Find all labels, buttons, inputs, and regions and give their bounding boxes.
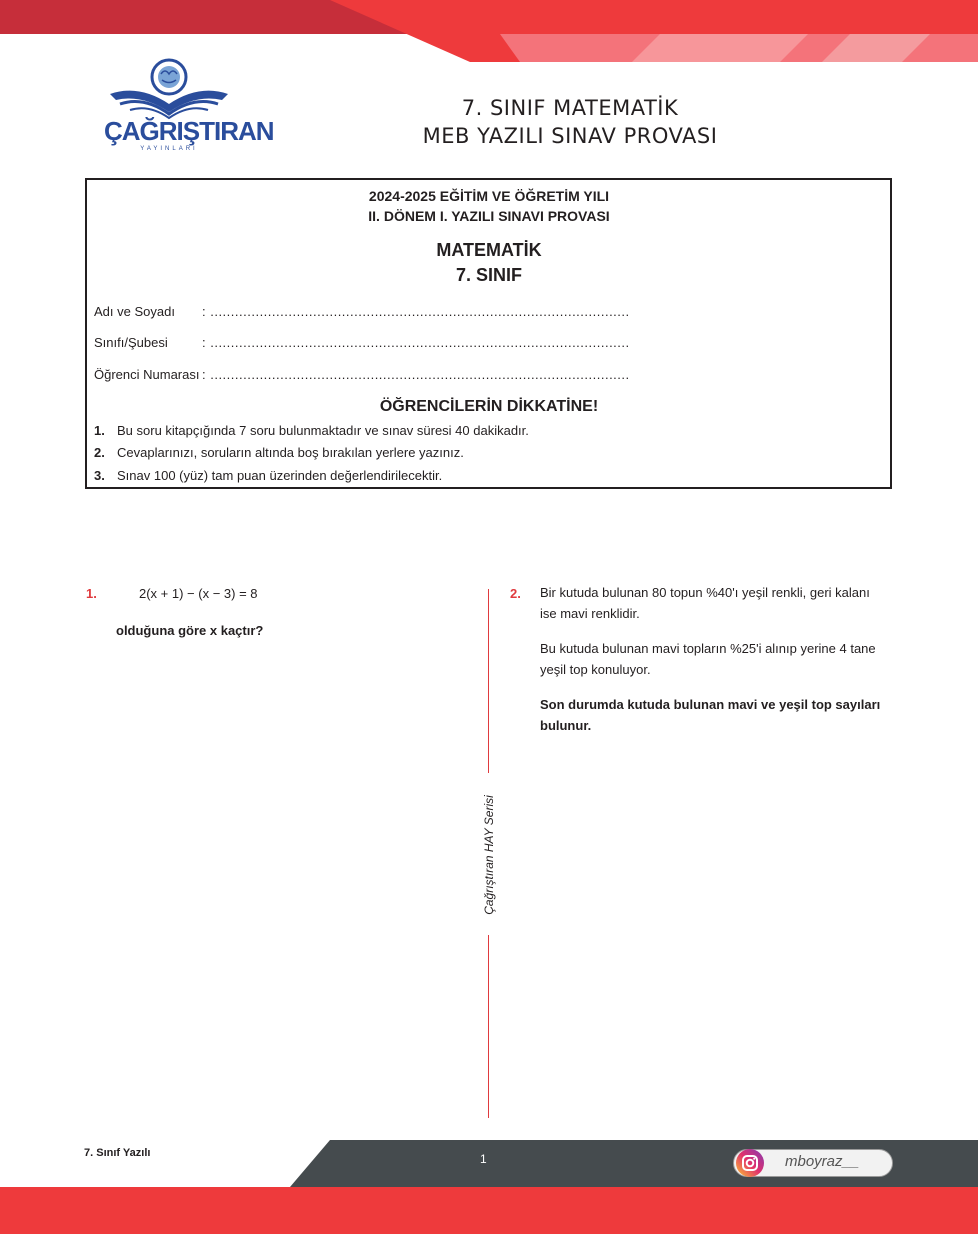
footer-white-wedge [0, 1140, 330, 1187]
question-2-text-line: Bu kutuda bulunan mavi topların %25'i alınıp yerine 4 tane [540, 641, 876, 656]
logo-wordmark: ÇAĞRIŞTIRAN [104, 116, 274, 146]
exam-subject: MATEMATİK [436, 240, 542, 260]
header-title-line1: 7. SINIF MATEMATİK [461, 96, 679, 120]
student-number-field[interactable]: : ...................................................................................................... [202, 367, 630, 382]
header-title-line2: MEB YAZILI SINAV PROVASI [422, 124, 718, 148]
notice-title: ÖĞRENCİLERİN DİKKATİNE! [379, 398, 599, 415]
exam-year: 2024-2025 EĞİTİM VE ÖĞRETİM YILI [368, 188, 610, 204]
question-2-text-line: yeşil top konuluyor. [540, 662, 651, 677]
divider-series-label [472, 790, 506, 920]
top-band-stripes [330, 0, 978, 62]
exam-grade: 7. SINIF [455, 265, 522, 285]
footer-title: 7. Sınıf Yazılı [84, 1147, 151, 1159]
exam-term: II. DÖNEM I. YAZILI SINAVI PROVASI [368, 208, 610, 224]
question-2-text-line: ise mavi renklidir. [540, 606, 640, 621]
class-label: Sınıfı/Şubesi [94, 335, 168, 350]
class-field[interactable]: : ...................................................................................................... [202, 335, 630, 350]
question-2-prompt-line: Son durumda kutuda bulunan mavi ve yeşil top sayıları [540, 697, 881, 712]
logo-subtitle: YAYINLARI [140, 146, 198, 152]
student-number-label: Öğrenci Numarası [94, 367, 200, 382]
question-2-number: 2. [510, 586, 521, 601]
rule-text: Cevaplarınızı, soruların altında boş bırakılan yerlere yazınız. [117, 445, 464, 460]
series-label-text: Çağrıştıran HAY Serisi [482, 795, 496, 915]
column-divider-bottom [488, 935, 489, 1118]
question-2-prompt-line: bulunur. [540, 718, 592, 733]
rule-text: Bu soru kitapçığında 7 soru bulunmaktadır ve sınav süresi 40 dakikadır. [117, 423, 529, 438]
page-number: 1 [480, 1152, 487, 1166]
rule-number: 3. [94, 468, 105, 483]
rule-text: Sınav 100 (yüz) tam puan üzerinden değerlendirilecektir. [117, 468, 443, 483]
exam-info-box [85, 178, 892, 489]
question-1-equation: 2(x + 1) − (x − 3) = 8 [139, 586, 258, 601]
column-divider-top [488, 589, 489, 773]
instagram-icon [735, 1148, 765, 1178]
instagram-handle[interactable]: mboyraz__ [785, 1153, 860, 1170]
name-label: Adı ve Soyadı [94, 304, 175, 319]
footer-red-band [0, 1187, 978, 1234]
question-2-text-line: Bir kutuda bulunan 80 topun %40'ı yeşil renkli, geri kalanı [540, 585, 870, 600]
name-field[interactable]: : ...................................................................................................... [202, 304, 630, 319]
rule-number: 1. [94, 423, 105, 438]
question-1-number: 1. [86, 586, 97, 601]
question-1-prompt: olduğuna göre x kaçtır? [116, 623, 264, 638]
rule-number: 2. [94, 445, 105, 460]
